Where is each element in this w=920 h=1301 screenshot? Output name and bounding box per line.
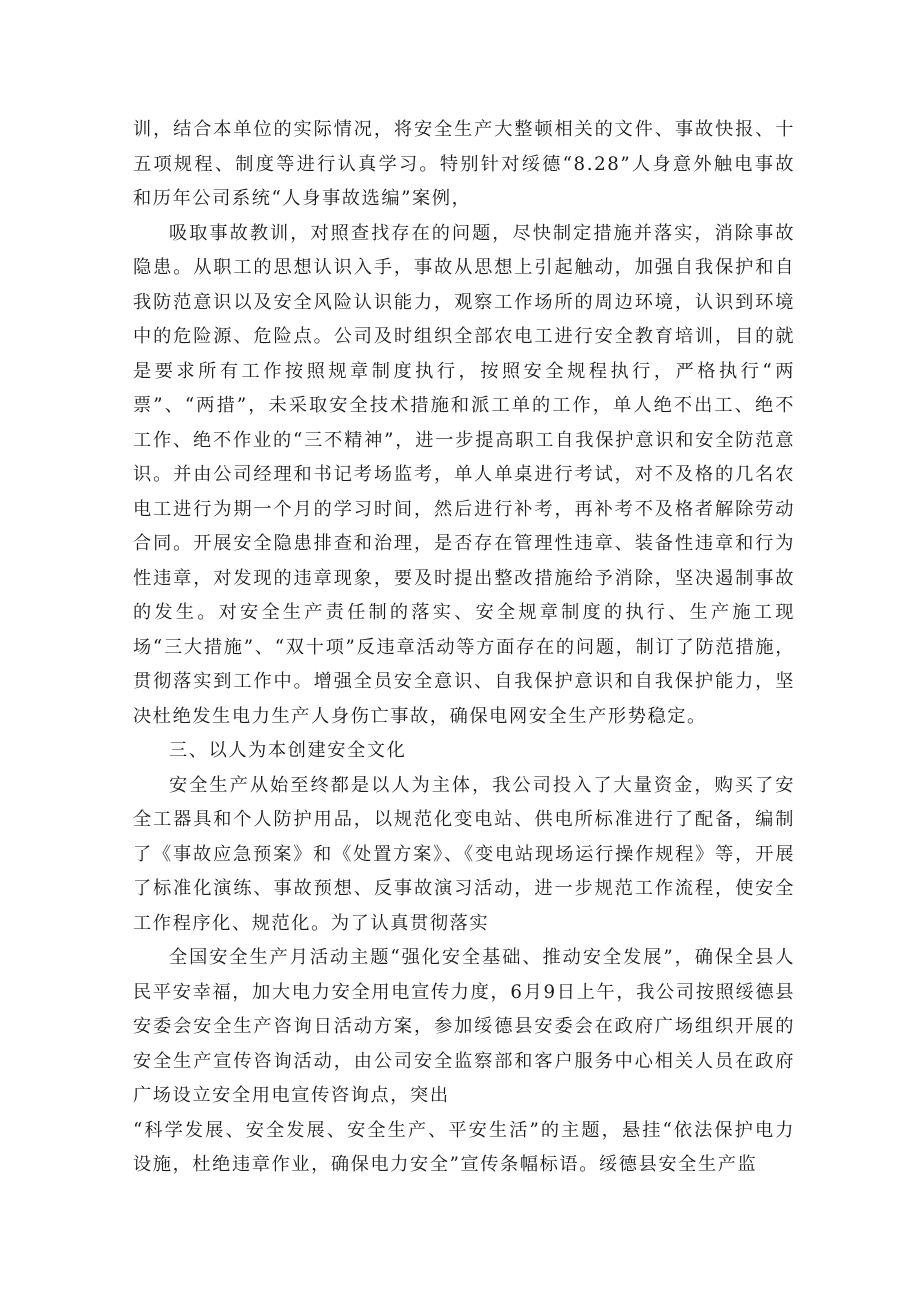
document-body (133, 113, 795, 1183)
paragraph-safety-month: 全国安全生产月活动主题“强化安全基础、推动安全发展”，确保全县人民平安幸福，加大电力安全用电宣传力度，6月9日上午，我公司按照绥德县安委会安全生产咨询日活动方案，参加绥德县安委会在政府广场组织开展的安全生产宣传咨询活动，由公司安全监察部和客户服务中心相关人员在政府广场设立安全用电宣传咨询点，突出 (133, 947, 795, 1106)
paragraph-theme: “科学发展、安全发展、安全生产、平安生活”的主题，悬挂“依法保护电力设施，杜绝违章作业，确保电力安全”宣传条幅标语。绥德县安全生产监 (133, 1119, 795, 1175)
paragraph-continuation: 训，结合本单位的实际情况，将安全生产大整顿相关的文件、事故快报、十五项规程、制度等进行认真学习。特别针对绥德“8.28”人身意外触电事故和历年公司系统“人身事故选编”案例， (133, 119, 795, 209)
section-heading: 三、以人为本创建安全文化 (169, 740, 407, 761)
paragraph-lessons: 吸取事故教训，对照查找存在的问题，尽快制定措施并落实，消除事故隐患。从职工的思想认识入手，事故从思想上引起触动，加强自我保护和自我防范意识以及安全风险认识能力，观察工作场所的周边环境，认识到环境中的危险源、危险点。公司及时组织全部农电工进行安全教育培训，目的就是要求所有工作按照规章制度执行，按照安全规程执行，严格执行“两票”、“两措”，未采取安全技术措施和派工单的工作，单人绝不出工、绝不工作、绝不作业的“三不精神”，进一步提高职工自我保护意识和安全防范意识。并由公司经理和书记考场监考，单人单桌进行考试，对不及格的几名农电工进行为期一个月的学习时间，然后进行补考，再补考不及格者解除劳动合同。开展安全隐患排查和治理，是否存在管理性违章、装备性违章和行为性违章，对发现的违章现象，要及时提出整改措施给予消除，坚决遏制事故的发生。对安全生产责任制的落实、安全规章制度的执行、生产施工现场“三大措施”、“双十项”反违章活动等方面存在的问题，制订了防范措施，贯彻落实到工作中。增强全员安全意识、自我保护意识和自我保护能力，坚决杜绝发生电力生产人身伤亡事故，确保电网安全生产形势稳定。 (133, 222, 795, 727)
paragraph-safety-culture: 安全生产从始至终都是以人为主体，我公司投入了大量资金，购买了安全工器具和个人防护用品，以规范化变电站、供电所标准进行了配备，编制了《事故应急预案》和《处置方案》、《变电站现场运行操作规程》等，开展了标准化演练、事故预想、反事故演习活动，进一步规范工作流程，使安全工作程序化、规范化。为了认真贯彻落实 (133, 774, 795, 934)
